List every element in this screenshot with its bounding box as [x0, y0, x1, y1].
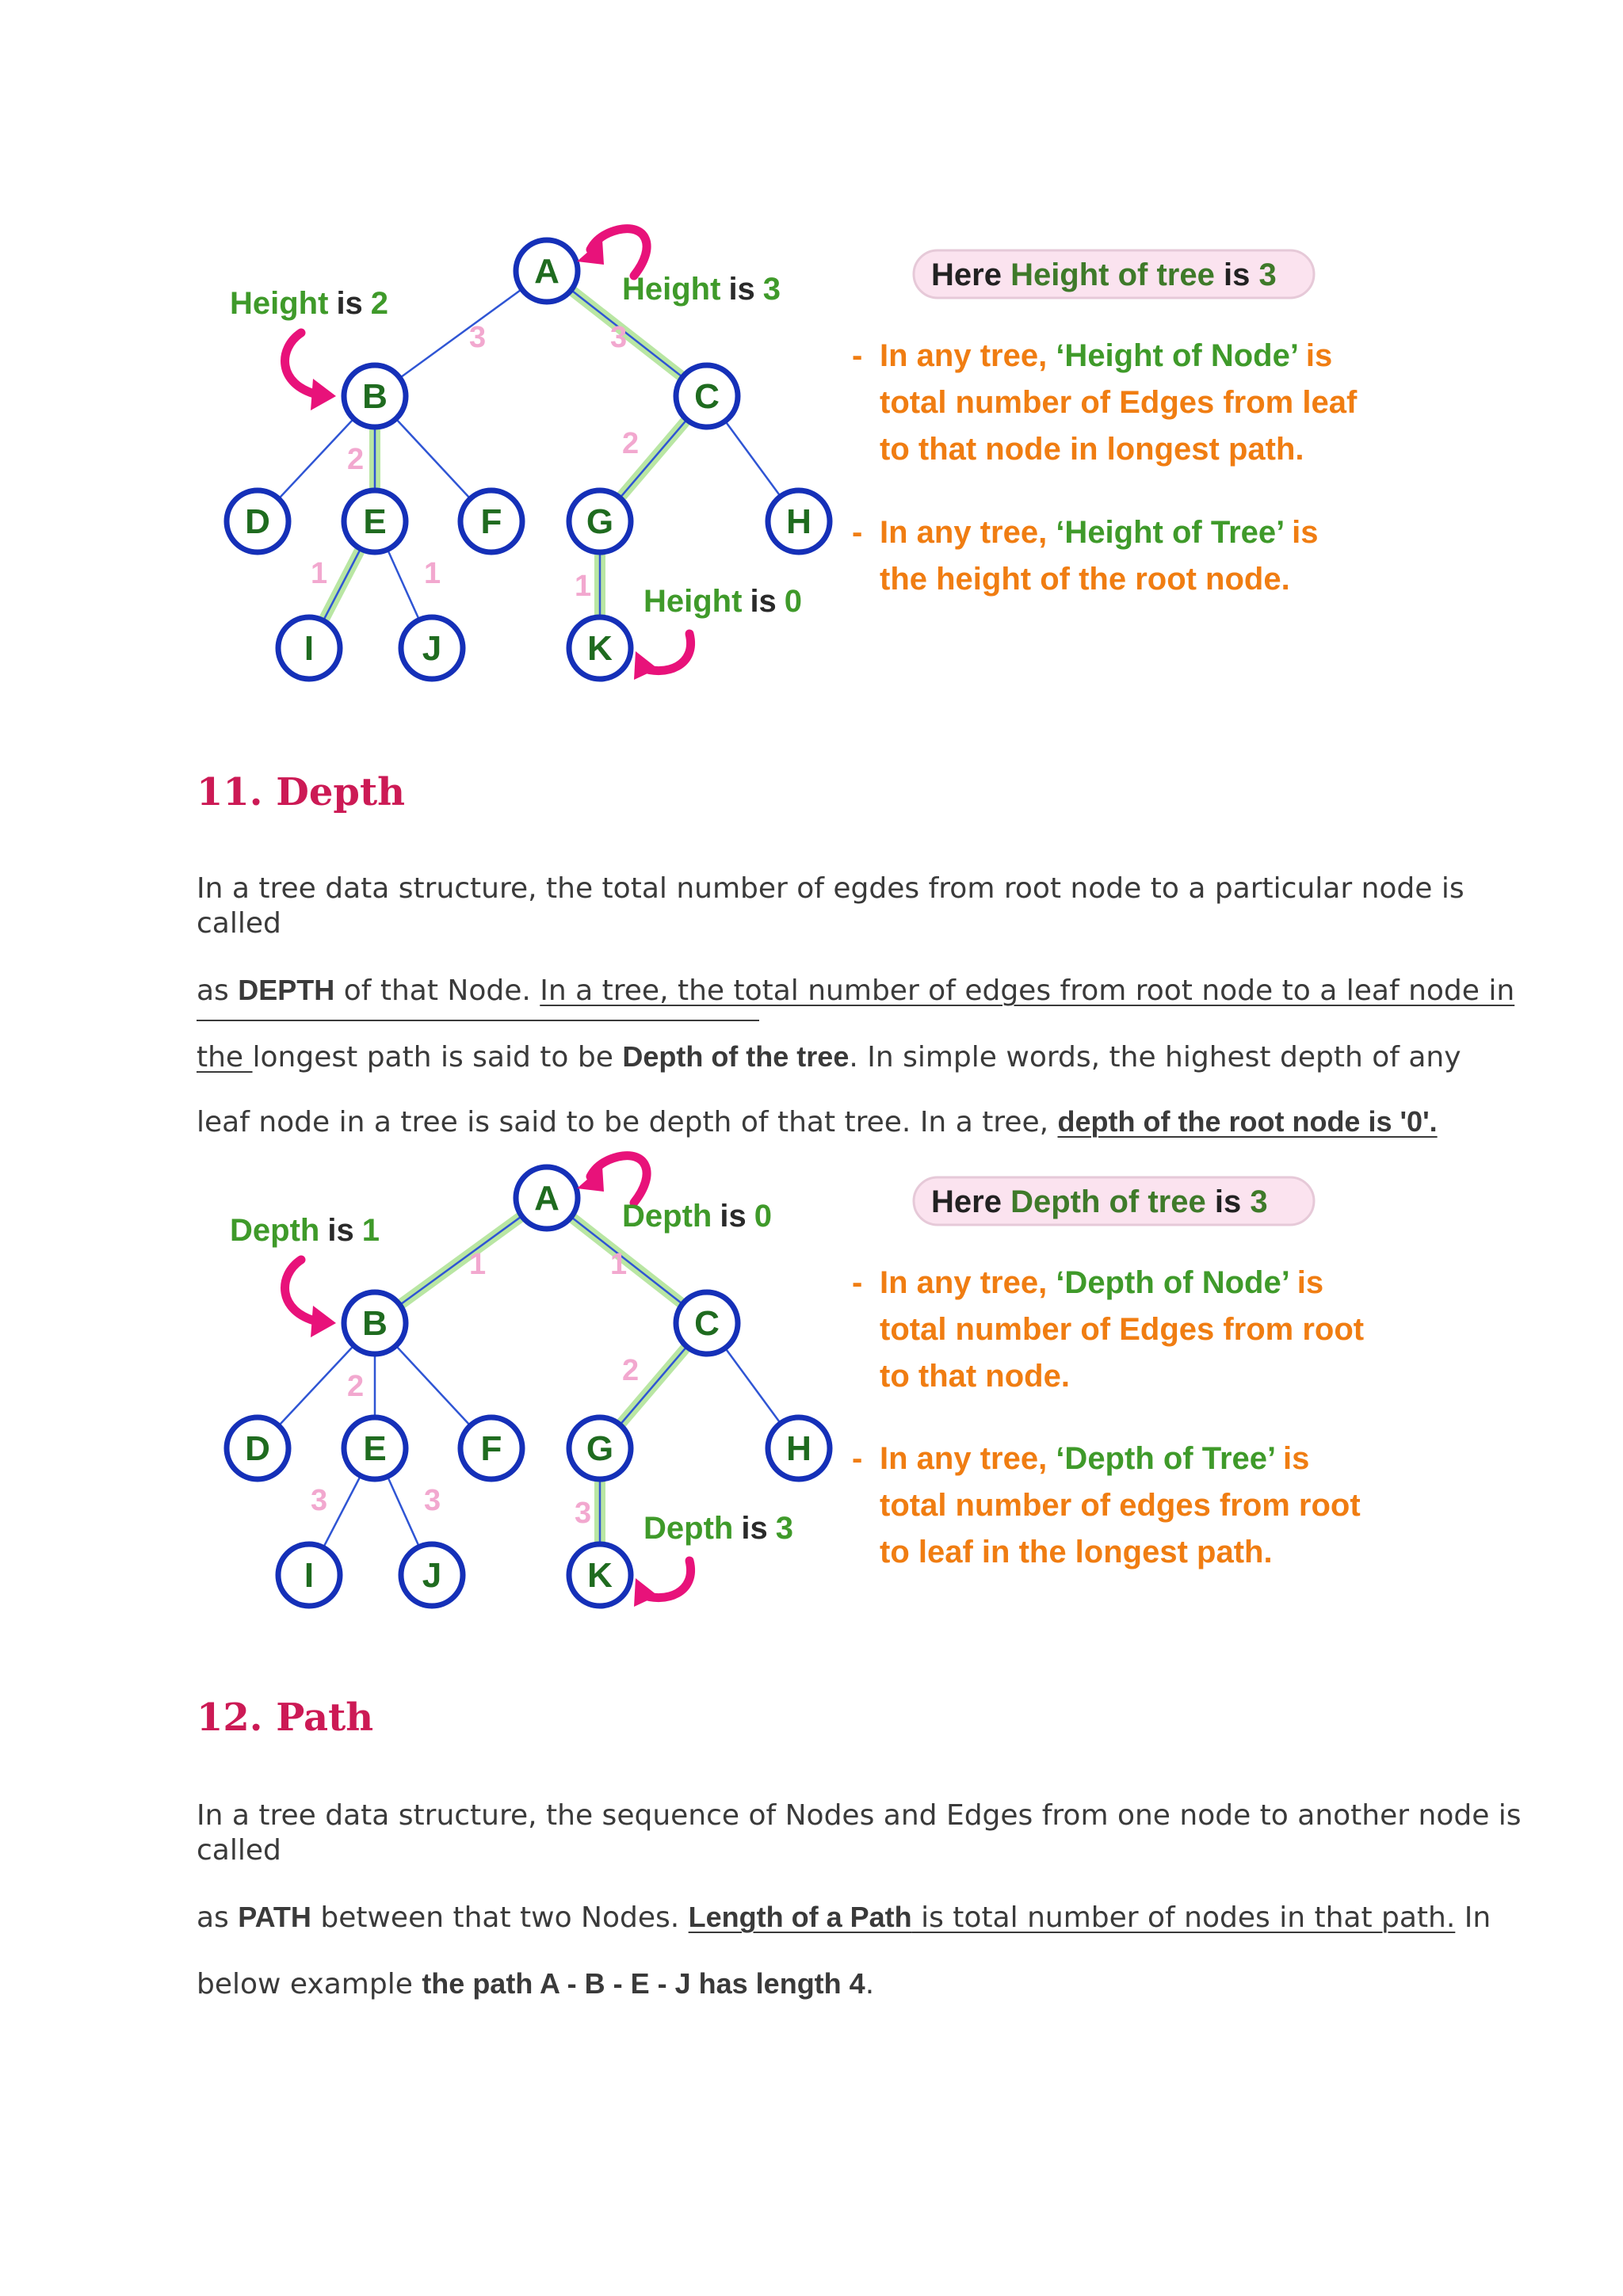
node-letter: C [694, 1304, 720, 1343]
paragraph-line: In a tree data structure, the sequence of Nodes and Edges from one node to another node is [197, 1799, 1522, 1832]
bullet-dash: - [852, 1265, 863, 1300]
edge-label: 3 [424, 1484, 441, 1517]
section-title-path: 12. Path [197, 1695, 374, 1740]
paragraph-line: called [197, 1834, 281, 1867]
edge-label: 1 [424, 557, 441, 590]
edge-label: 3 [575, 1497, 592, 1530]
edge-label: 1 [610, 1248, 628, 1281]
text-span: leaf node in a tree is said to be depth of that tree. In a tree, [197, 1106, 1058, 1138]
node-letter: G [586, 1429, 614, 1468]
height-tree-figure [0, 214, 1623, 705]
node-letter: D [245, 1429, 270, 1468]
arrowhead-icon [634, 1578, 658, 1607]
node-letter: E [363, 502, 387, 541]
node-letter: F [480, 502, 502, 541]
edge-label: 2 [347, 1370, 365, 1403]
paragraph-line [197, 1900, 1491, 1936]
bullet-line: total number of Edges from root [880, 1312, 1365, 1347]
edge-label: 3 [469, 321, 487, 354]
paragraph-line [197, 1104, 1438, 1140]
height-tree-diagram [0, 214, 1623, 705]
path-paragraph [197, 1798, 1522, 2036]
section-title-depth: 11. Depth [197, 770, 406, 814]
arrowhead-icon [311, 379, 336, 410]
node-letter: G [586, 502, 614, 541]
bullet-line: total number of Edges from leaf [880, 385, 1358, 420]
arrowhead-icon [634, 651, 658, 680]
underlined-definition: is total number of nodes in that path. [911, 1901, 1456, 1934]
node-letter: K [587, 629, 613, 668]
height-label-k: Height is 0 [643, 584, 803, 619]
height-label-b: Height is 2 [230, 286, 389, 321]
paragraph-line [197, 1966, 874, 2002]
underlined-definition: In a tree, the total number of edges from root node to a leaf node in [540, 974, 1515, 1007]
bullet-line: to that node in longest path. [880, 432, 1304, 467]
text-span: between that two Nodes. [311, 1901, 689, 1934]
node-letter: H [786, 502, 812, 541]
curved-arrow-icon [285, 333, 317, 395]
depth-label-b: Depth is 1 [230, 1213, 380, 1248]
depth-label-k: Depth is 3 [643, 1511, 793, 1546]
node-letter: I [304, 629, 315, 668]
bullet-line: the height of the root node. [880, 562, 1290, 597]
callout-title: Here Height of tree is 3 [931, 257, 1277, 292]
bullet-line: total number of edges from root [880, 1488, 1361, 1523]
arrowhead-icon [311, 1306, 336, 1337]
paragraph-line [197, 1039, 1461, 1075]
edge-label: 3 [610, 321, 628, 354]
edge-label: 1 [575, 570, 592, 603]
underline-divider [197, 1020, 759, 1021]
edge-label: 2 [622, 427, 640, 460]
text-span: below example [197, 1968, 422, 2000]
depth-term: DEPTH [238, 974, 335, 1006]
depth-label-a: Depth is 0 [622, 1199, 772, 1234]
node-letter: C [694, 377, 720, 416]
node-letter: B [362, 1304, 388, 1343]
bullet-line: to that node. [880, 1359, 1070, 1394]
edge-label: 3 [311, 1484, 328, 1517]
node-letter: A [534, 1179, 559, 1218]
node-letter: D [245, 502, 270, 541]
node-letter: A [534, 252, 559, 291]
underlined-word: the [197, 1041, 253, 1074]
depth-tree-figure [0, 1141, 1623, 1632]
node-letter: K [587, 1556, 613, 1595]
node-letter: J [422, 629, 442, 668]
paragraph-line: called [197, 907, 281, 940]
node-letter: H [786, 1429, 812, 1468]
root-depth-note: depth of the root node is '0'. [1057, 1105, 1438, 1138]
length-of-path-term: Length of a Path [688, 1901, 912, 1933]
text-span: longest path is said to be [252, 1041, 623, 1074]
curved-arrow-icon [285, 1260, 317, 1322]
path-term: PATH [238, 1901, 311, 1933]
bullet-line: In any tree, ‘Height of Tree’ is [880, 515, 1319, 550]
bullet-dash: - [852, 1441, 863, 1476]
depth-of-tree-term: Depth of the tree [622, 1040, 850, 1073]
depth-tree-diagram [0, 1141, 1623, 1632]
node-letter: I [304, 1556, 315, 1595]
node-letter: J [422, 1556, 442, 1595]
edge-label: 2 [347, 443, 365, 476]
text-span: as [197, 974, 239, 1007]
bullet-dash: - [852, 515, 863, 550]
bullet-line: In any tree, ‘Height of Node’ is [880, 338, 1333, 373]
paragraph-line [197, 973, 1514, 1009]
height-label-a: Height is 3 [622, 272, 781, 307]
bullet-line: In any tree, ‘Depth of Node’ is [880, 1265, 1324, 1300]
node-letter: F [480, 1429, 502, 1468]
text-span: . In simple words, the highest depth of any [849, 1041, 1461, 1074]
callout-title: Here Depth of tree is 3 [931, 1184, 1268, 1219]
bullet-dash: - [852, 338, 863, 373]
bullet-line: In any tree, ‘Depth of Tree’ is [880, 1441, 1310, 1476]
edge-label: 1 [469, 1248, 487, 1281]
path-example: the path A - B - E - J has length 4 [422, 1967, 865, 2000]
bullet-line: to leaf in the longest path. [880, 1535, 1273, 1569]
node-letter: B [362, 377, 388, 416]
text-span: In [1455, 1901, 1491, 1934]
text-span: . [865, 1968, 875, 2000]
edge-label: 1 [311, 557, 328, 590]
node-letter: E [363, 1429, 387, 1468]
edge-label: 2 [622, 1354, 640, 1387]
text-span: as [197, 1901, 239, 1934]
paragraph-line: In a tree data structure, the total number of egdes from root node to a particular node is [197, 872, 1465, 905]
text-span: of that Node. [334, 974, 540, 1007]
